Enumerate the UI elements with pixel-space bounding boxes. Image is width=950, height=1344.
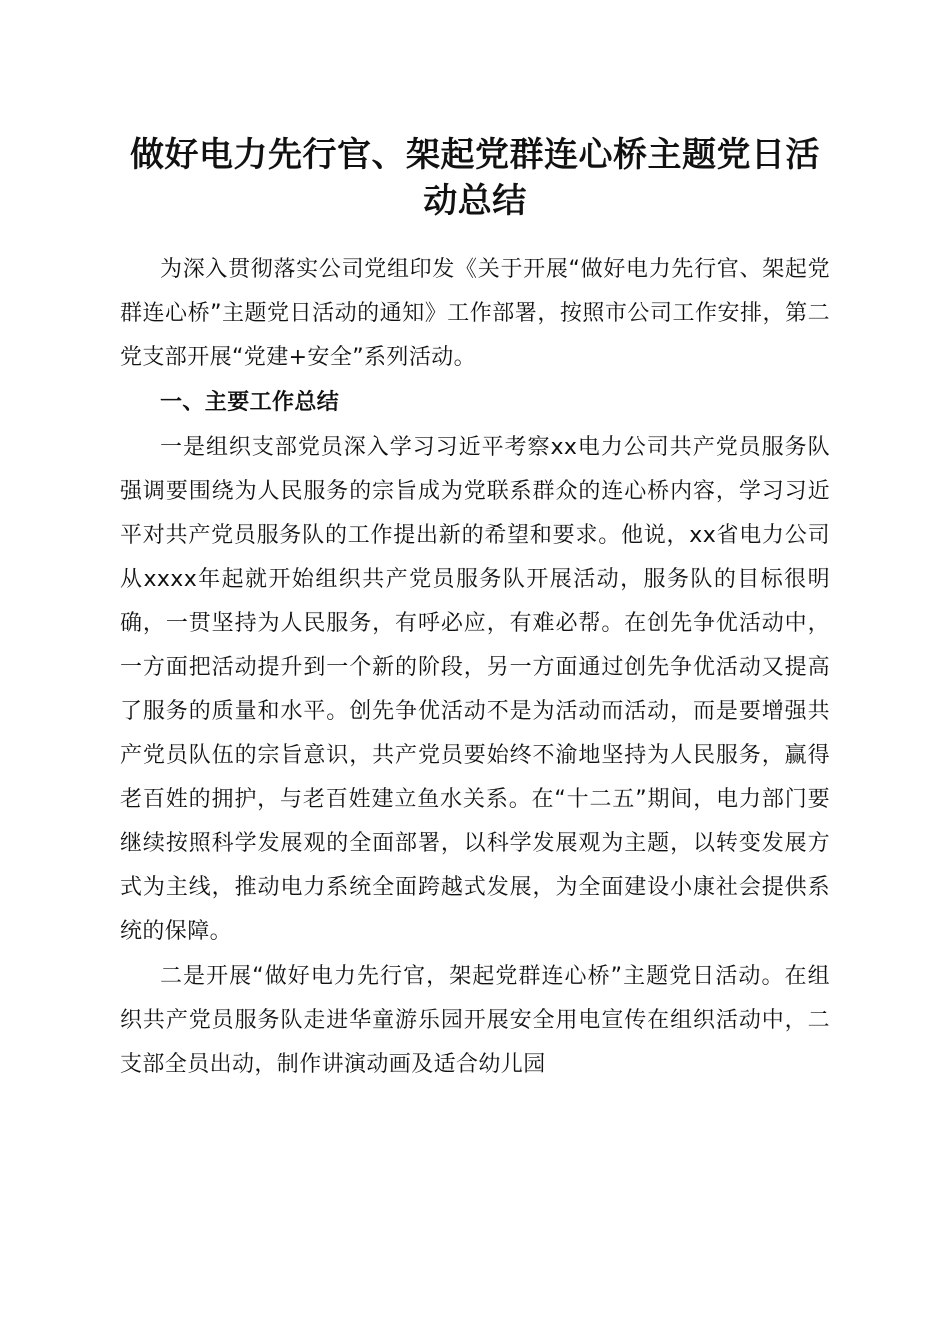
document-title bbox=[100, 132, 850, 224]
body-paragraph-second-point: 二是开展“做好电力先行官，架起党群连心桥”主题党日活动。在组织共产党员服务队走进华童游乐园开展安全用电宣传在组织活动中，二支部全员出动，制作讲演动画及适合幼儿园 bbox=[120, 964, 830, 1077]
title-line-1: 做好电力先行官、架起党群连心桥主题党日活 bbox=[130, 135, 820, 175]
section-heading: 一、主要工作总结 bbox=[160, 390, 340, 415]
document-body bbox=[120, 248, 830, 1087]
intro-paragraph: 为深入贯彻落实公司党组印发《关于开展“做好电力先行官、架起党群连心桥”主题党日活动的通知》工作部署，按照市公司工作安排，第二党支部开展“党建+安全”系列活动。 bbox=[120, 257, 830, 370]
body-paragraph-first-point: 一是组织支部党员深入学习习近平考察xx电力公司共产党员服务队强调要围绕为人民服务的宗旨成为党联系群众的连心桥内容，学习习近平对共产党员服务队的工作提出新的希望和要求。他说，xx省电力公司从xxxx年起就开始组织共产党员服务队开展活动，服务队的目标很明确，一贯坚持为人民服务，有呼必应，有难必帮。在创先争优活动中，一方面把活动提升到一个新的阶段，另一方面通过创先争优活动又提高了服务的质量和水平。创先争优活动不是为活动而活动，而是要增强共产党员队伍的宗旨意识，共产党员要始终不渝地坚持为人民服务，赢得老百姓的拥护，与老百姓建立鱼水关系。在“十二五”期间，电力部门要继续按照科学发展观的全面部署，以科学发展观为主题，以转变发展方式为主线，推动电力系统全面跨越式发展，为全面建设小康社会提供系统的保障。 bbox=[120, 435, 830, 944]
title-line-2: 动总结 bbox=[423, 181, 527, 221]
